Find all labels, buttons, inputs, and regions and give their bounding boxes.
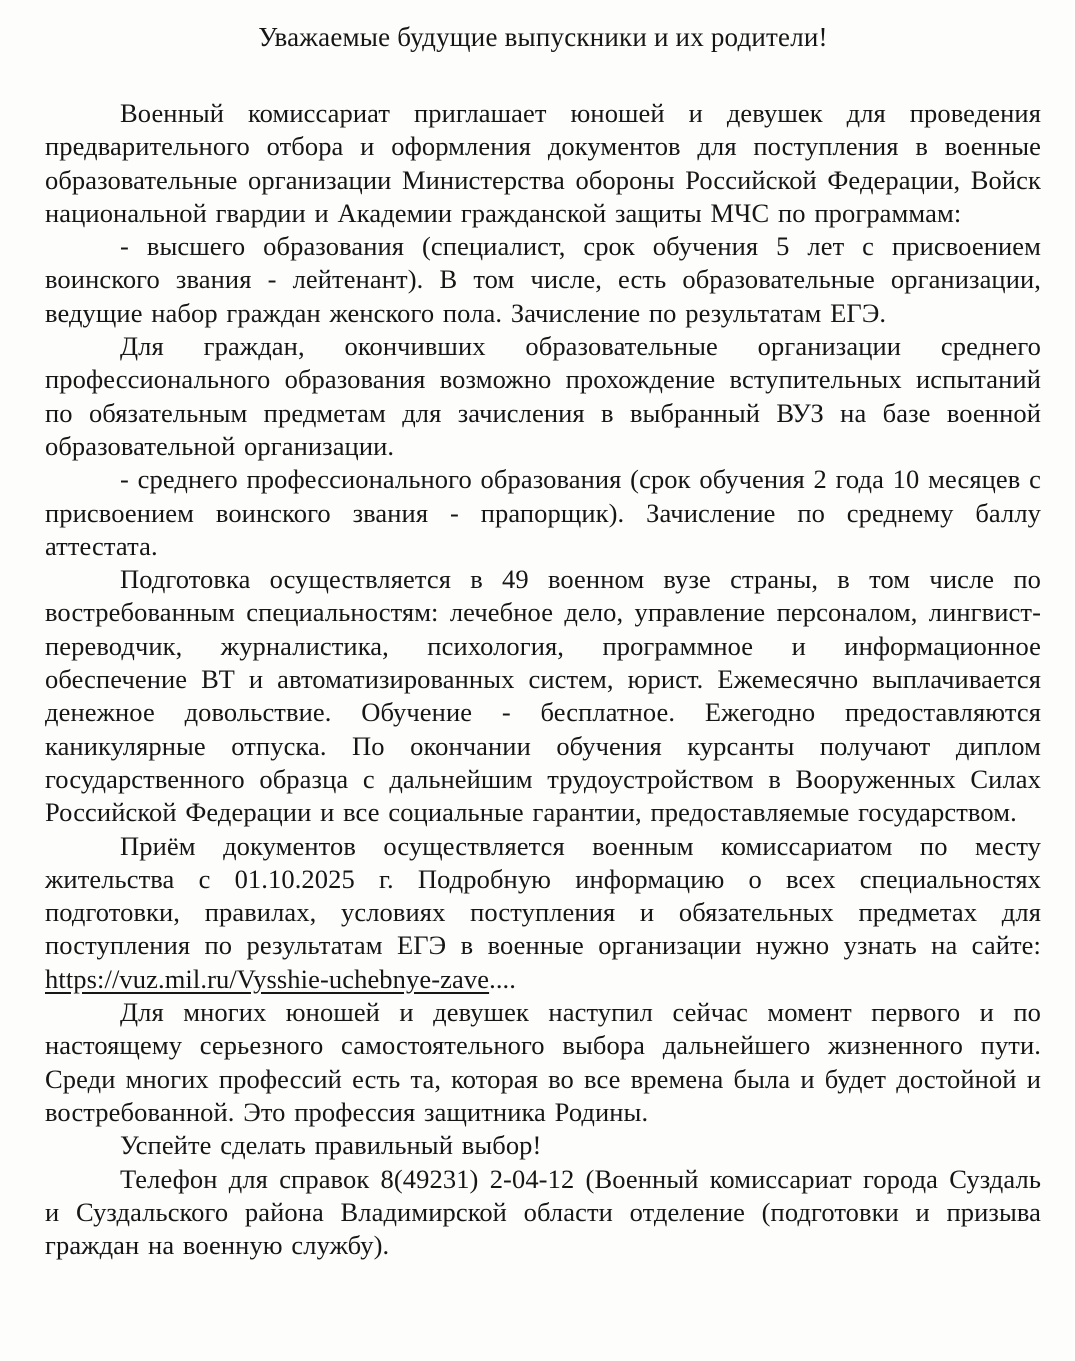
paragraph-life-choice: Для многих юношей и девушек наступил сейчас момент первого и по настоящему серьезного самостоятельного выбора дальнейшего жизненного пути. Среди многих профессий есть та, которая во все времена была и будет достойной и востребованной. Это профессия защитника Родины. <box>45 997 1041 1127</box>
paragraph-admission-info <box>45 830 1041 996</box>
paragraph-invitation: Военный комиссариат приглашает юношей и девушек для проведения предварительного отбора и оформления документов для поступления в военные образовательные организации Министерства обороны Российской Федерации, Войск национальной гвардии и Академии гражданской защиты МЧС по программам: <box>45 98 1041 228</box>
paragraph-secondary-vocational: - среднего профессионального образования (срок обучения 2 года 10 месяцев с присвоением воинского звания - прапорщик). Зачисление по среднему баллу аттестата. <box>45 464 1041 561</box>
document-title: Уважаемые будущие выпускники и их родители! <box>258 22 828 52</box>
paragraph-contact-phone: Телефон для справок 8(49231) 2-04-12 (Военный комиссариат города Суздаль и Суздальского района Владимирской области отделение (подготовки и призыва граждан на военную службу). <box>45 1163 1041 1261</box>
admission-text-before-link: Приём документов осуществляется военным комиссариатом по месту жительства с 01.10.2025 г. Подробную информацию о всех специальностях подготовки, правилах, условиях поступления и обязательных предметах для поступления по результатам ЕГЭ в военные организации нужно узнать на сайте: <box>45 830 1041 961</box>
paragraph-higher-education: - высшего образования (специалист, срок обучения 5 лет с присвоением воинского звания - лейтенант). В том числе, есть образовательные организации, ведущие набор граждан женского пола. Зачисление по результатам ЕГЭ. <box>45 231 1041 328</box>
document-body <box>45 97 1041 1262</box>
paragraph-spo-graduates: Для граждан, окончивших образовательные организации среднего профессионального образования возможно прохождение вступительных испытаний по обязательным предметам для зачисления в выбранный ВУЗ на базе военной образовательной организации. <box>45 331 1041 461</box>
website-link[interactable]: https://vuz.mil.ru/Vysshie-uchebnye-zave <box>45 963 490 994</box>
paragraph-training-details: Подготовка осуществляется в 49 военном вузе страны, в том числе по востребованным специальностям: лечебное дело, управление персоналом, лингвист-переводчик, журналистика, психология, программное и информационное обеспечение ВТ и автоматизированных систем, юрист. Ежемесячно выплачивается денежное довольствие. Обучение - бесплатное. Ежегодно предоставляются каникулярные отпуска. По окончании обучения курсанты получают диплом государственного образца с дальнейшим трудоустройством в Вооруженных Силах Российской Федерации и все социальные гарантии, предоставляемые государством. <box>45 564 1041 828</box>
paragraph-call-to-action: Успейте сделать правильный выбор! <box>120 1130 542 1161</box>
admission-text-after-link: .... <box>489 963 516 994</box>
